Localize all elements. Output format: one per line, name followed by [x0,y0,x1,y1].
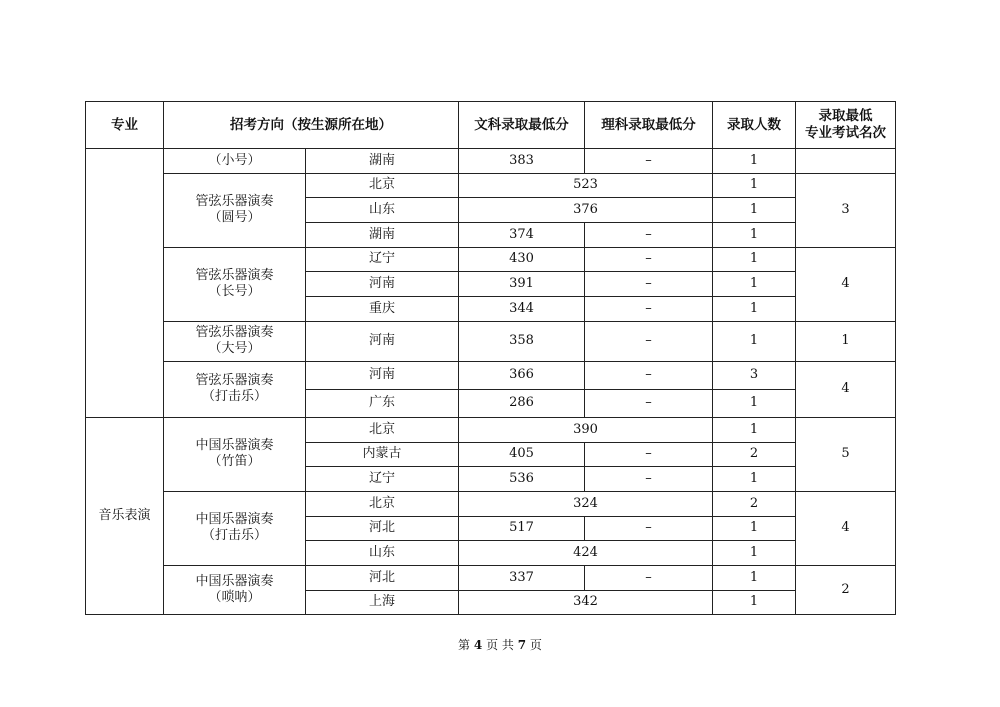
science-score-cell: – [585,361,713,389]
direction-line: 管弦乐器演奏 [195,193,274,209]
direction-cell [164,361,306,417]
header-major: 专业 [86,102,164,149]
direction-line: 中国乐器演奏 [195,512,274,528]
combined-score-cell: 324 [459,491,713,516]
footer-pre: 第 [458,638,471,652]
direction-line: （小号） [208,152,261,168]
admitted-cell: 2 [713,442,796,467]
table-row [86,491,896,516]
footer-post: 页 [529,638,542,652]
rank-cell: 5 [796,417,896,491]
rank-cell: 4 [796,247,896,321]
table-row [86,149,896,174]
region-cell: 湖南 [306,223,459,248]
direction-cell [164,491,306,565]
region-cell: 北京 [306,173,459,198]
rank-cell: 4 [796,361,896,417]
header-row [86,102,896,149]
direction-cell [164,173,306,247]
admitted-cell: 1 [713,417,796,442]
admitted-cell: 1 [713,590,796,615]
combined-score-cell: 376 [459,198,713,223]
admitted-cell: 1 [713,223,796,248]
table-row [86,565,896,590]
direction-line: （打击乐） [201,528,267,544]
page-footer [0,636,1000,653]
region-cell: 上海 [306,590,459,615]
direction-line: （长号） [208,284,261,300]
footer-mid: 页 共 [486,638,514,652]
admitted-cell: 1 [713,321,796,361]
admitted-cell: 1 [713,541,796,566]
region-cell: 山东 [306,198,459,223]
region-cell: 河南 [306,361,459,389]
direction-cell [164,149,306,174]
table-row [86,417,896,442]
admitted-cell: 2 [713,491,796,516]
arts-score-cell: 536 [459,467,585,492]
header-rank [796,102,896,149]
rank-cell: 3 [796,173,896,247]
science-score-cell: – [585,223,713,248]
rank-cell: 2 [796,565,896,614]
admitted-cell: 1 [713,516,796,541]
science-score-cell: – [585,442,713,467]
direction-line: 管弦乐器演奏 [195,268,274,284]
science-score-cell: – [585,297,713,322]
header-direction: 招考方向（按生源所在地） [164,102,459,149]
admitted-cell: 1 [713,149,796,174]
admitted-cell: 1 [713,173,796,198]
direction-line: （大号） [208,341,261,357]
admission-table [85,101,896,615]
arts-score-cell: 405 [459,442,585,467]
arts-score-cell: 286 [459,389,585,417]
rank-cell [796,149,896,174]
direction-line: （唢呐） [208,590,261,606]
direction-cell [164,247,306,321]
table-row [86,361,896,389]
direction-cell [164,321,306,361]
region-cell: 内蒙古 [306,442,459,467]
science-score-cell: – [585,389,713,417]
region-cell: 河北 [306,516,459,541]
direction-line: 中国乐器演奏 [195,438,274,454]
admitted-cell: 1 [713,198,796,223]
direction-line: （竹笛） [208,454,261,470]
science-score-cell: – [585,565,713,590]
header-science-min: 理科录取最低分 [585,102,713,149]
science-score-cell: – [585,247,713,272]
admitted-cell: 1 [713,565,796,590]
combined-score-cell: 342 [459,590,713,615]
science-score-cell: – [585,516,713,541]
direction-line: 中国乐器演奏 [195,573,274,589]
direction-line: （打击乐） [201,389,267,405]
region-cell: 辽宁 [306,467,459,492]
direction-cell [164,417,306,491]
region-cell: 北京 [306,491,459,516]
region-cell: 河南 [306,321,459,361]
header-admitted: 录取人数 [713,102,796,149]
region-cell: 重庆 [306,297,459,322]
science-score-cell: – [585,149,713,174]
major-cell: 音乐表演 [86,417,164,615]
arts-score-cell: 383 [459,149,585,174]
region-cell: 山东 [306,541,459,566]
science-score-cell: – [585,272,713,297]
direction-cell [164,565,306,614]
region-cell: 辽宁 [306,247,459,272]
arts-score-cell: 358 [459,321,585,361]
admitted-cell: 1 [713,297,796,322]
table-row [86,247,896,272]
header-arts-min: 文科录取最低分 [459,102,585,149]
arts-score-cell: 430 [459,247,585,272]
table-row [86,173,896,198]
combined-score-cell: 424 [459,541,713,566]
arts-score-cell: 366 [459,361,585,389]
direction-line: （圆号） [208,210,261,226]
arts-score-cell: 344 [459,297,585,322]
admitted-cell: 3 [713,361,796,389]
arts-score-cell: 391 [459,272,585,297]
direction-line: 管弦乐器演奏 [195,325,274,341]
arts-score-cell: 337 [459,565,585,590]
page-number: 4 [473,638,483,652]
combined-score-cell: 390 [459,417,713,442]
direction-line: 管弦乐器演奏 [195,373,274,389]
rank-cell: 1 [796,321,896,361]
admitted-cell: 1 [713,247,796,272]
arts-score-cell: 517 [459,516,585,541]
region-cell: 广东 [306,389,459,417]
region-cell: 河北 [306,565,459,590]
science-score-cell: – [585,467,713,492]
page-total: 7 [517,638,527,652]
region-cell: 北京 [306,417,459,442]
admitted-cell: 1 [713,467,796,492]
table-row [86,321,896,361]
combined-score-cell: 523 [459,173,713,198]
admitted-cell: 1 [713,272,796,297]
region-cell: 湖南 [306,149,459,174]
admitted-cell: 1 [713,389,796,417]
region-cell: 河南 [306,272,459,297]
rank-cell: 4 [796,491,896,565]
science-score-cell: – [585,321,713,361]
major-cell-blank [86,149,164,418]
arts-score-cell: 374 [459,223,585,248]
header-rank-line2: 专业考试名次 [805,125,886,141]
header-rank-line1: 录取最低 [818,108,873,125]
